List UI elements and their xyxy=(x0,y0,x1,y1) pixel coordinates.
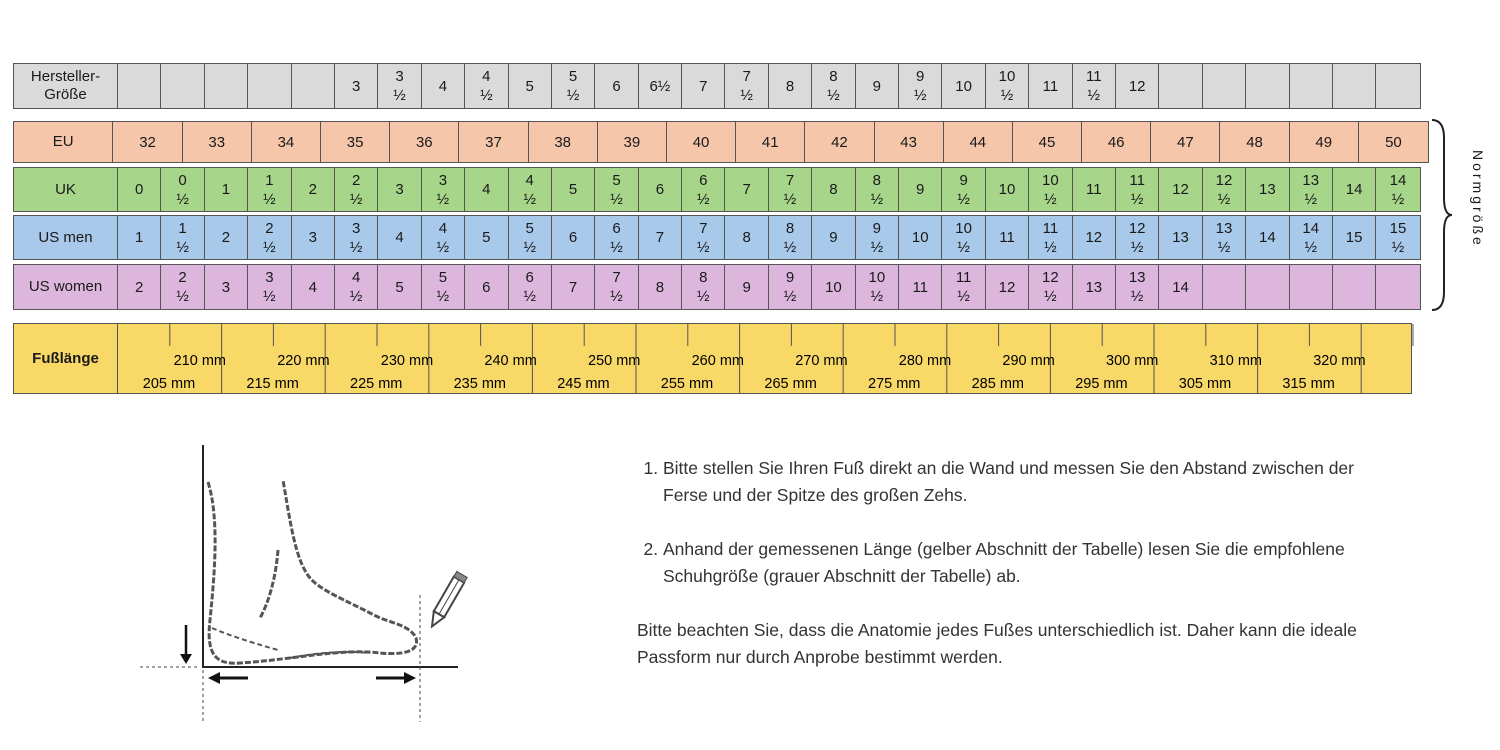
row-label-foot-length: Fußlänge xyxy=(14,324,118,393)
size-cell xyxy=(118,64,161,108)
size-cell: 0 xyxy=(118,168,161,211)
size-cell xyxy=(248,64,291,108)
size-cell: 4 xyxy=(422,64,465,108)
size-cell: 50 xyxy=(1385,133,1402,151)
size-cell: 2 xyxy=(292,168,335,211)
arrow-left-icon xyxy=(208,672,248,684)
size-cell xyxy=(1203,265,1246,309)
size-cell: 13 ½ xyxy=(1290,168,1333,211)
size-cell: 13 xyxy=(1073,265,1116,309)
size-cell: 1 ½ xyxy=(161,216,204,259)
size-cell: 7 xyxy=(725,168,768,211)
size-cell: 11 ½ xyxy=(1073,64,1116,108)
size-cell: 9 xyxy=(812,216,855,259)
size-cell: 5 xyxy=(465,216,508,259)
row-manufacturer-size xyxy=(13,63,1421,109)
size-cell: 43 xyxy=(875,122,944,162)
foot-length-label-upper: 220 mm xyxy=(277,353,330,369)
size-cell: 8 xyxy=(812,168,855,211)
us-women-cells xyxy=(118,265,1420,309)
row-label-us-women: US women xyxy=(14,265,118,309)
size-cell: 8 xyxy=(769,64,812,108)
size-cell: 14 ½ xyxy=(1290,216,1333,259)
size-cell: 13 xyxy=(1159,216,1202,259)
foot-length-label-lower: 205 mm xyxy=(142,376,196,392)
foot-length-label-upper: 310 mm xyxy=(1209,353,1262,369)
instruction-step-1: 1. Bitte stellen Sie Ihren Fuß direkt an die Wand und messen Sie den Abstand zwischen der Ferse und der Spitze des großen Zehs. xyxy=(663,455,1397,509)
size-cell: 1 xyxy=(118,216,161,259)
row-label-us-men: US men xyxy=(14,216,118,259)
size-cell: 12 ½ xyxy=(1116,216,1159,259)
size-cell: 9 ½ xyxy=(942,168,985,211)
instruction-note: Bitte beachten Sie, dass die Anatomie jedes Fußes unterschiedlich ist. Daher kann die ideale Passform nur durch Anprobe bestimmt werden. xyxy=(637,620,1357,667)
size-cell: 10 ½ xyxy=(856,265,899,309)
size-cell: 6 xyxy=(639,168,682,211)
size-cell: 7 xyxy=(639,216,682,259)
norm-size-brace xyxy=(1430,118,1454,312)
size-cell: 6 xyxy=(552,216,595,259)
row-us-men xyxy=(13,215,1421,260)
size-cell: 5 xyxy=(552,168,595,211)
size-cell: 4 ½ xyxy=(465,64,508,108)
foot-length-label-upper: 260 mm xyxy=(691,353,744,369)
foot-length-label-upper: 240 mm xyxy=(484,353,537,369)
size-cell: 4 ½ xyxy=(509,168,552,211)
size-cell: 0 ½ xyxy=(161,168,204,211)
size-cell: 3 ½ xyxy=(378,64,421,108)
foot-length-label-lower: 255 mm xyxy=(660,376,714,392)
size-cell: 2 ½ xyxy=(248,216,291,259)
size-cell: 4 xyxy=(378,216,421,259)
size-cell: 9 xyxy=(725,265,768,309)
size-cell: 11 xyxy=(1073,168,1116,211)
size-cell xyxy=(1290,64,1333,108)
size-cell: 6½ xyxy=(639,64,682,108)
size-cell: 4 ½ xyxy=(422,216,465,259)
size-cell: 3 xyxy=(378,168,421,211)
size-cell: 9 ½ xyxy=(856,216,899,259)
size-cell: 6 xyxy=(465,265,508,309)
size-cell: 5 ½ xyxy=(595,168,638,211)
size-cell: 7 ½ xyxy=(725,64,768,108)
foot-length-label-upper: 320 mm xyxy=(1313,353,1366,369)
size-cell: 9 ½ xyxy=(769,265,812,309)
size-cell: 11 ½ xyxy=(942,265,985,309)
size-cell: 1 ½ xyxy=(248,168,291,211)
size-cell: 10 ½ xyxy=(986,64,1029,108)
size-cell xyxy=(205,64,248,108)
size-cell: 12 xyxy=(1116,64,1159,108)
size-cell: 11 ½ xyxy=(1029,216,1072,259)
size-cell: 10 ½ xyxy=(942,216,985,259)
size-cell: 2 ½ xyxy=(161,265,204,309)
size-cell xyxy=(161,64,204,108)
size-cell: 8 xyxy=(639,265,682,309)
foot-length-label-upper: 230 mm xyxy=(380,353,434,369)
size-cell: 14 ½ xyxy=(1389,171,1407,208)
row-eu xyxy=(13,121,1429,163)
size-cell: 3 ½ xyxy=(422,168,465,211)
size-cell: 5 ½ xyxy=(422,265,465,309)
size-cell: 15 ½ xyxy=(1389,219,1407,256)
arrow-down-icon xyxy=(180,625,192,664)
size-cell: 7 ½ xyxy=(769,168,812,211)
size-cell: 8 ½ xyxy=(812,64,855,108)
size-cell: 12 ½ xyxy=(1029,265,1072,309)
size-cell: 42 xyxy=(805,122,874,162)
size-cell: 3 xyxy=(335,64,378,108)
size-cell: 41 xyxy=(736,122,805,162)
size-cell: 9 ½ xyxy=(899,64,942,108)
size-cell: 6 ½ xyxy=(595,216,638,259)
size-cell: 6 ½ xyxy=(682,168,725,211)
foot-length-label-lower: 265 mm xyxy=(764,376,817,392)
size-cell xyxy=(1376,265,1419,309)
size-cell xyxy=(1376,64,1419,108)
size-cell: 12 ½ xyxy=(1203,168,1246,211)
size-cell: 37 xyxy=(459,122,528,162)
size-cell: 8 ½ xyxy=(682,265,725,309)
size-cell: 13 ½ xyxy=(1203,216,1246,259)
size-cell: 11 ½ xyxy=(1116,168,1159,211)
row-us-women xyxy=(13,264,1421,310)
size-cell: 6 xyxy=(595,64,638,108)
size-cell: 49 xyxy=(1290,122,1359,162)
size-cell: 33 xyxy=(183,122,252,162)
row-label-uk: UK xyxy=(14,168,118,211)
size-cell: 14 xyxy=(1333,168,1376,211)
size-cell: 11 xyxy=(899,265,942,309)
measuring-instructions xyxy=(637,455,1397,671)
size-cell xyxy=(1333,265,1376,309)
size-cell xyxy=(292,64,335,108)
foot-length-label-upper: 250 mm xyxy=(588,353,641,369)
foot-length-label-upper: 280 mm xyxy=(898,353,952,369)
size-cell: 12 xyxy=(1159,168,1202,211)
size-cell xyxy=(1246,265,1289,309)
size-cell: 3 xyxy=(205,265,248,309)
foot-length-label-lower: 225 mm xyxy=(350,376,403,392)
size-cell: 32 xyxy=(113,122,182,162)
manufacturer-cells xyxy=(118,64,1420,108)
size-cell: 12 xyxy=(986,265,1029,309)
size-cell: 5 xyxy=(509,64,552,108)
size-cell: 7 xyxy=(682,64,725,108)
size-cell: 9 xyxy=(856,64,899,108)
size-cell: 48 xyxy=(1220,122,1289,162)
size-cell: 10 xyxy=(812,265,855,309)
size-cell: 12 xyxy=(1073,216,1116,259)
size-cell xyxy=(1203,64,1246,108)
size-cell: 11 xyxy=(1029,64,1072,108)
size-cell: 46 xyxy=(1082,122,1151,162)
size-cell: 5 ½ xyxy=(552,64,595,108)
size-cell: 14 xyxy=(1159,265,1202,309)
size-cell: 4 ½ xyxy=(335,265,378,309)
size-cell: 9 xyxy=(899,168,942,211)
size-cell: 8 ½ xyxy=(769,216,812,259)
size-cell xyxy=(1246,64,1289,108)
size-cell: 5 xyxy=(378,265,421,309)
size-cell: 34 xyxy=(252,122,321,162)
foot-length-label-lower: 215 mm xyxy=(246,376,299,392)
size-cell: 2 xyxy=(205,216,248,259)
instruction-step-2: 2. Anhand der gemessenen Länge (gelber Abschnitt der Tabelle) lesen Sie die empfohlene Schuhgröße (grauer Abschnitt der Tabelle) ab. xyxy=(663,536,1397,590)
foot-length-label-upper: 270 mm xyxy=(795,353,848,369)
size-cell: 38 xyxy=(529,122,598,162)
size-cell: 6 ½ xyxy=(509,265,552,309)
size-cell: 13 xyxy=(1246,168,1289,211)
foot-length-label-lower: 235 mm xyxy=(453,376,506,392)
row-uk xyxy=(13,167,1421,212)
size-cell: 2 ½ xyxy=(335,168,378,211)
foot-length-label-lower: 275 mm xyxy=(868,376,921,392)
arrow-right-icon xyxy=(376,672,416,684)
size-cell: 45 xyxy=(1013,122,1082,162)
size-cell: 10 xyxy=(942,64,985,108)
foot-length-label-lower: 285 mm xyxy=(971,376,1024,392)
size-cell: 13 ½ xyxy=(1116,265,1159,309)
foot-length-label-lower: 305 mm xyxy=(1178,376,1232,392)
size-cell: 4 xyxy=(292,265,335,309)
row-label-eu: EU xyxy=(14,122,113,162)
size-cell: 4 xyxy=(465,168,508,211)
foot-length-label-lower: 315 mm xyxy=(1282,376,1335,392)
foot-length-label-lower: 295 mm xyxy=(1075,376,1128,392)
size-cell: 7 xyxy=(552,265,595,309)
foot-length-label-upper: 210 mm xyxy=(173,353,226,369)
size-cell: 3 ½ xyxy=(248,265,291,309)
size-cell: 40 xyxy=(667,122,736,162)
size-cell: 44 xyxy=(944,122,1013,162)
foot-length-label-upper: 300 mm xyxy=(1106,353,1159,369)
size-cell: 35 xyxy=(321,122,390,162)
size-cell xyxy=(1159,64,1202,108)
size-cell: 10 xyxy=(899,216,942,259)
size-cell: 36 xyxy=(390,122,459,162)
uk-cells xyxy=(118,168,1420,211)
foot-measuring-illustration xyxy=(140,440,480,725)
foot-length-label-lower: 245 mm xyxy=(557,376,610,392)
row-label-manufacturer: Hersteller- Größe xyxy=(14,64,118,108)
size-cell: 14 xyxy=(1246,216,1289,259)
norm-size-label: Normgröße xyxy=(1470,150,1486,248)
foot-length-label-upper: 290 mm xyxy=(1002,353,1055,369)
size-cell: 2 xyxy=(118,265,161,309)
size-cell: 3 ½ xyxy=(335,216,378,259)
size-cell: 15 xyxy=(1333,216,1376,259)
size-cell: 1 xyxy=(205,168,248,211)
size-cell: 8 ½ xyxy=(856,168,899,211)
size-cell: 11 xyxy=(986,216,1029,259)
size-cell xyxy=(1290,265,1333,309)
size-cell xyxy=(1333,64,1376,108)
size-cell: 47 xyxy=(1151,122,1220,162)
pencil-icon xyxy=(427,571,467,629)
size-cell: 5 ½ xyxy=(509,216,552,259)
size-cell: 10 xyxy=(986,168,1029,211)
us-men-cells xyxy=(118,216,1420,259)
size-cell: 10 ½ xyxy=(1029,168,1072,211)
size-cell: 39 xyxy=(598,122,667,162)
size-cell: 7 ½ xyxy=(595,265,638,309)
size-cell: 7 ½ xyxy=(682,216,725,259)
row-foot-length xyxy=(13,323,1412,394)
eu-cells xyxy=(113,122,1428,162)
size-cell: 8 xyxy=(725,216,768,259)
size-cell: 3 xyxy=(292,216,335,259)
